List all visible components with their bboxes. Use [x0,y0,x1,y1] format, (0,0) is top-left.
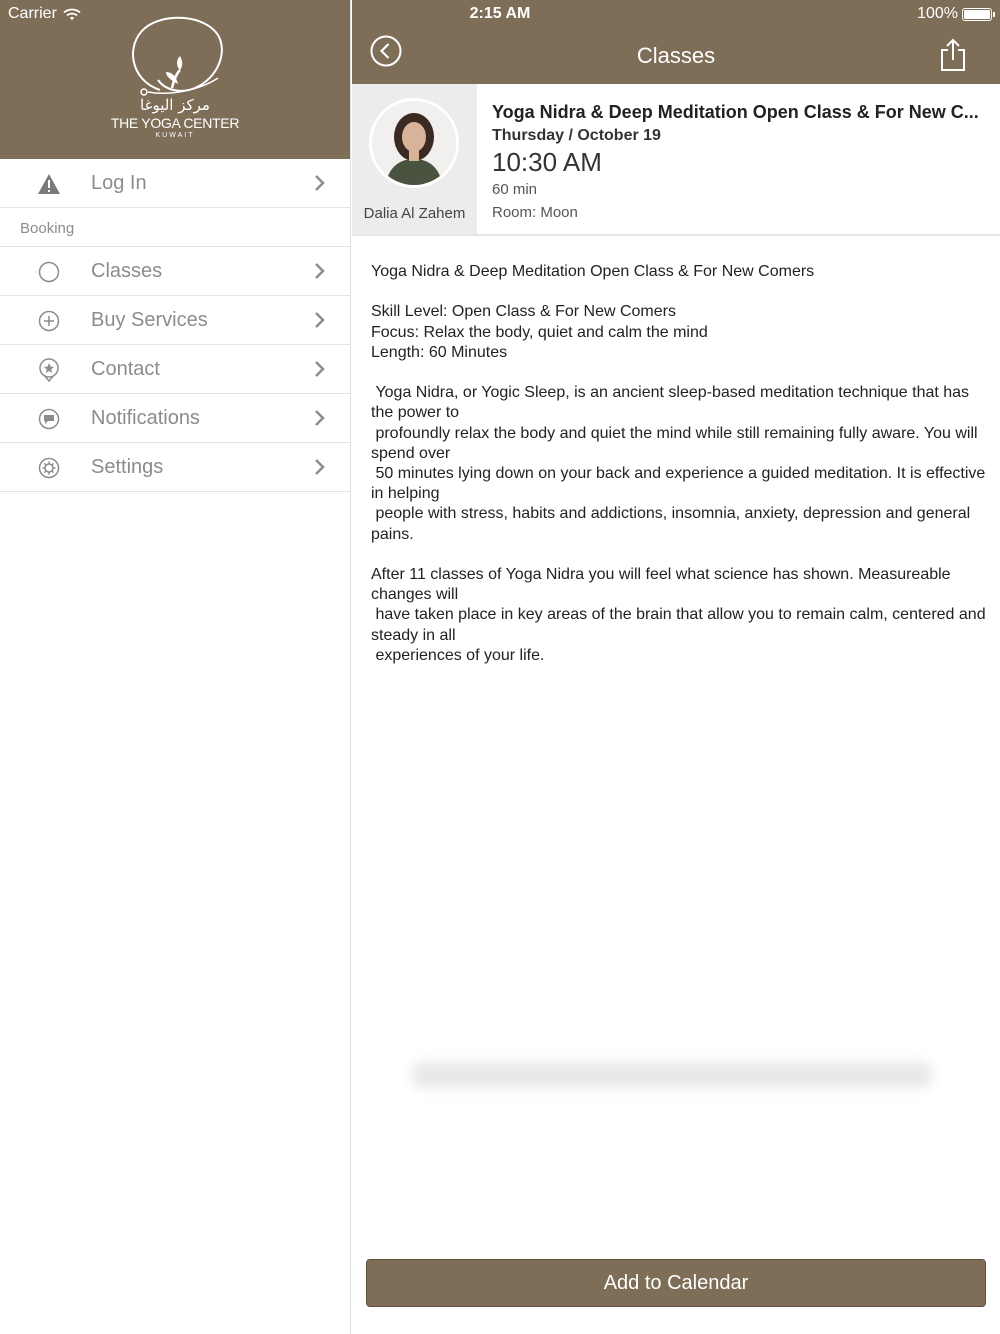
status-bar [0,0,1000,28]
logo-name: THE YOGA CENTER [110,115,240,131]
person-icon [372,101,456,185]
section-label-booking: Booking [0,208,350,247]
class-info [492,102,988,221]
class-length: 60 min [492,181,538,198]
chat-bubble-icon [36,406,61,431]
circle-icon [36,259,61,284]
class-description: Yoga Nidra & Deep Meditation Open Class & For New Comers Skill Level: Open Class & For New Comers Focus: Relax the body, quiet and calm the mind Length: 60 Minutes Yoga Nidra, or Yogic Sleep, is an ancient sleep-based meditation technique that has the power to profoundly relax the body and quiet the mind while still remaining fully aware. You will spend over 50 minutes lying down on your back and experience a guided meditation. It is effective in helping people with stress, habits and addictions, insomnia, anxiety, depression and general pains. After 11 classes of Yoga Nidra you will feel what science has shown. Measureable changes will have taken place in key areas of the brain that allow you to remain calm, centered and steady in all experiences of your life. [371,263,986,664]
carrier-label: Carrier [8,5,57,22]
gear-icon [36,455,61,480]
class-time: 10:30 AM [492,147,602,177]
instructor-card[interactable] [352,84,477,234]
sidebar-item-contact[interactable] [0,345,350,394]
status-time: 2:15 AM [469,5,531,22]
plus-circle-icon [36,308,61,333]
warning-icon [36,171,61,196]
chevron-right-icon [314,311,326,334]
chevron-right-icon [314,360,326,383]
avatar [369,98,459,188]
chevron-right-icon [314,174,326,197]
chevron-right-icon [314,458,326,481]
instructor-name: Dalia Al Zahem [363,205,466,222]
sidebar-item-label: Classes [91,259,163,282]
chevron-right-icon [314,409,326,432]
sidebar-item-classes[interactable] [0,247,350,296]
logo-arabic-text: مركز اليوغا [140,96,210,114]
chevron-right-icon [314,262,326,285]
class-room: Room: Moon [492,204,578,221]
share-button[interactable] [940,38,966,72]
sidebar-item-label: Settings [91,455,164,478]
sidebar-item-label: Buy Services [91,308,208,331]
page-title: Classes [636,43,716,68]
class-title: Yoga Nidra & Deep Meditation Open Class & For New C... [492,102,979,122]
sidebar-item-buy-services[interactable] [0,296,350,345]
sidebar-item-label: Log In [91,171,147,194]
add-to-calendar-button[interactable]: Add to Calendar [366,1259,986,1307]
sidebar-item-notifications[interactable] [0,394,350,443]
sidebar-item-login[interactable] [0,159,350,208]
battery-percent: 100% [917,5,958,22]
sidebar-item-settings[interactable] [0,443,350,492]
sidebar [0,0,351,1334]
yoga-center-logo [105,10,245,155]
sidebar-item-label: Notifications [91,406,200,429]
class-header [352,84,1000,236]
share-icon [940,38,966,72]
location-pin-icon [36,357,61,382]
blurred-overlay [412,1062,932,1088]
class-date: Thursday / October 19 [492,127,661,144]
battery-status [917,5,992,23]
sidebar-item-label: Contact [91,357,160,380]
battery-icon [962,8,992,21]
logo-location: KUWAIT [155,132,195,139]
class-detail-panel [352,0,1000,1334]
